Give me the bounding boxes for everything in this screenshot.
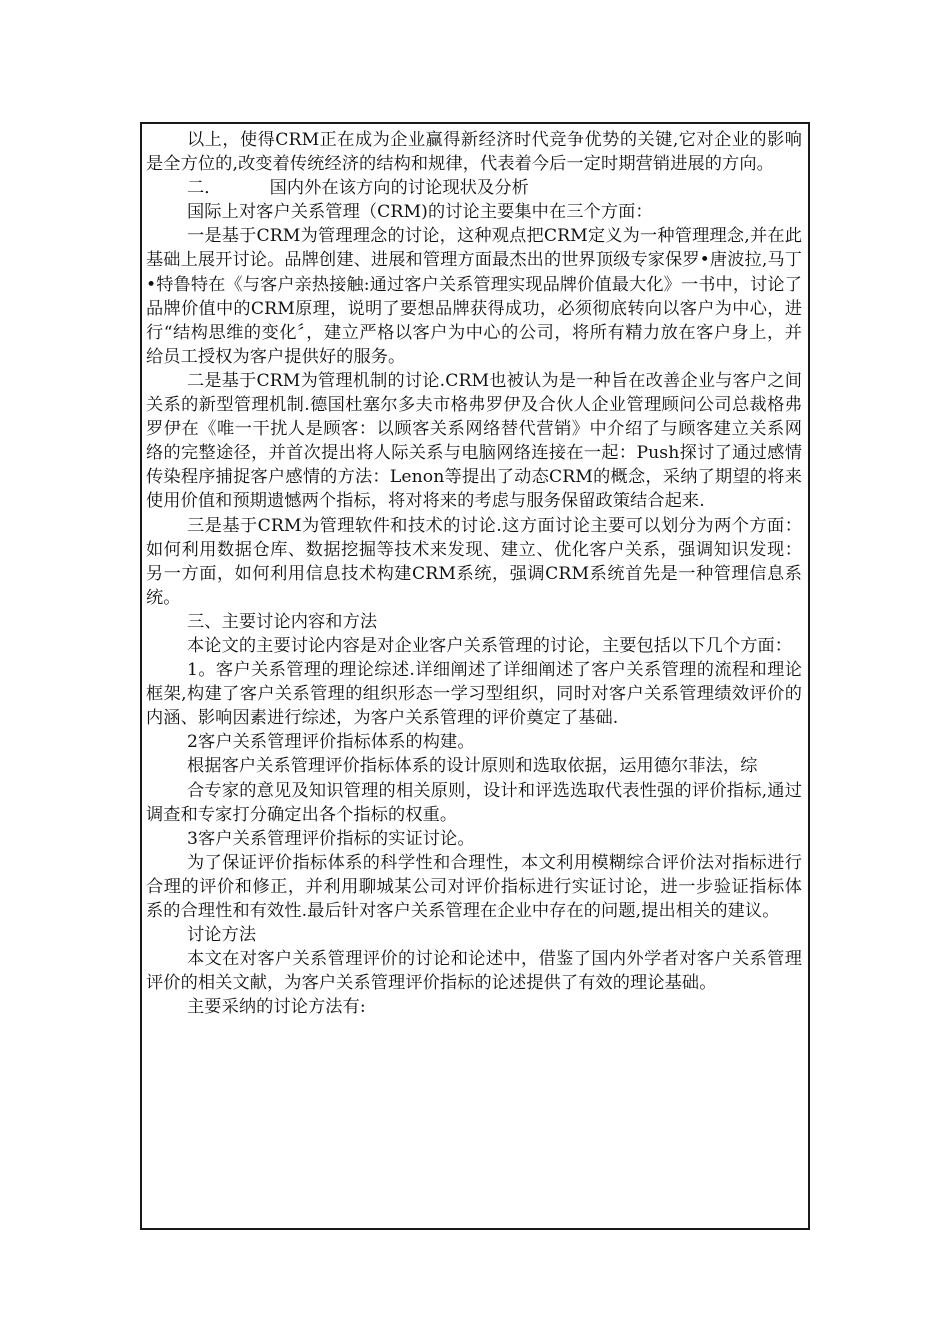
paragraph-software-technology: 三是基于CRM为管理软件和技术的讨论.这方面讨论主要可以划分为两个方面：如何利用数据仓库、数据挖掘等技术来发现、建立、优化客户关系，强调知识发现：另一方面，如何利用信息技术构建CRM系统，强调CRM系统首先是一种管理信息系统。 — [146, 515, 802, 608]
document-table-frame — [140, 122, 810, 1230]
paragraph-item-3-title: 3客户关系管理评价指标的实证讨论。 — [187, 828, 475, 849]
paragraph-item-2-title: 2客户关系管理评价指标体系的构建。 — [187, 732, 475, 753]
paragraph-methods-intro: 主要采纳的讨论方法有: — [187, 997, 366, 1018]
subheading-research-methods: 讨论方法 — [187, 925, 257, 946]
section-title: 国内外在该方向的讨论现状及分析 — [269, 178, 529, 199]
paragraph-item-2-body-a: 根据客户关系管理评价指标体系的设计原则和选取依据，运用德尔菲法，综 — [187, 756, 758, 777]
paragraph-management-mechanism: 二是基于CRM为管理机制的讨论.CRM也被认为是一种旨在改善企业与客户之间关系的新型管理机制.德国杜塞尔多夫市格弗罗伊及合伙人企业管理顾问公司总裁格弗罗伊在《唯一干扰人是顾客：以顾客关系网络替代营销》中介绍了与顾客建立关系网络的完整途径，并首次提出将人际关系与电脑网络连接在一起：Push探讨了通过感情传染程序捕捉客户感情的方法：Lenon等提出了动态CRM的概念，采纳了期望的将来使用价值和预期遗憾两个指标，将对将来的考虑与服务保留政策结合起来. — [146, 370, 802, 512]
document-body — [146, 128, 802, 1019]
paragraph-main-content: 本论文的主要讨论内容是对企业客户关系管理的讨论，主要包括以下几个方面： — [187, 635, 793, 656]
paragraph-international-research: 国际上对客户关系管理（CRM)的讨论主要集中在三个方面： — [187, 202, 653, 223]
paragraph-management-concept: 一是基于CRM为管理理念的讨论，这种观点把CRM定义为一种管理理念,并在此基础上展开讨论。品牌创建、进展和管理方面最杰出的世界顶级专家保罗•唐波拉,马丁•特鲁特在《与客户亲热接触:通过客户关系管理实现品牌价值最大化》一书中，讨论了品牌价值中的CRM原理，说明了要想品牌获得成功，必须彻底转向以客户为中心，进行“结构思维的变化〞，建立严格以客户为中心的公司，将所有精力放在客户身上，并给员工授权为客户提供好的服务。 — [146, 226, 802, 367]
paragraph-item-2-body-b: 合专家的意见及知识管理的相关原则，设计和评选选取代表性强的评价指标,通过调查和专家打分确定出各个指标的权重。 — [146, 780, 802, 825]
paragraph-item-1: 1。客户关系管理的理论综述.详细阐述了详细阐述了客户关系管理的流程和理论框架,构建了客户关系管理的组织形态一学习型组织，同时对客户关系管理绩效评价的内涵、影响因素进行综述，为客户关系管理的评价奠定了基础. — [146, 660, 802, 729]
paragraph-methods-body: 本文在对客户关系管理评价的讨论和论述中，借鉴了国内外学者对客户关系管理评价的相关文献，为客户关系管理评价指标的论述提供了有效的理论基础。 — [146, 949, 802, 994]
section-number: 二． — [187, 178, 222, 199]
section-heading-content-methods: 三、主要讨论内容和方法 — [187, 611, 378, 632]
section-heading-research-status — [146, 176, 802, 200]
paragraph-item-3-body: 为了保证评价指标体系的科学性和合理性，本文利用模糊综合评价法对指标进行合理的评价和修正，并利用聊城某公司对评价指标进行实证讨论，进一步验证指标体系的合理性和有效性.最后针对客户关系管理在企业中存在的问题,提出相关的建议。 — [146, 852, 802, 921]
paragraph-crm-impact: 以上，使得CRM正在成为企业赢得新经济时代竞争优势的关键,它对企业的影响是全方位的,改变着传统经济的结构和规律，代表着今后一定时期营销进展的方向。 — [146, 130, 802, 175]
